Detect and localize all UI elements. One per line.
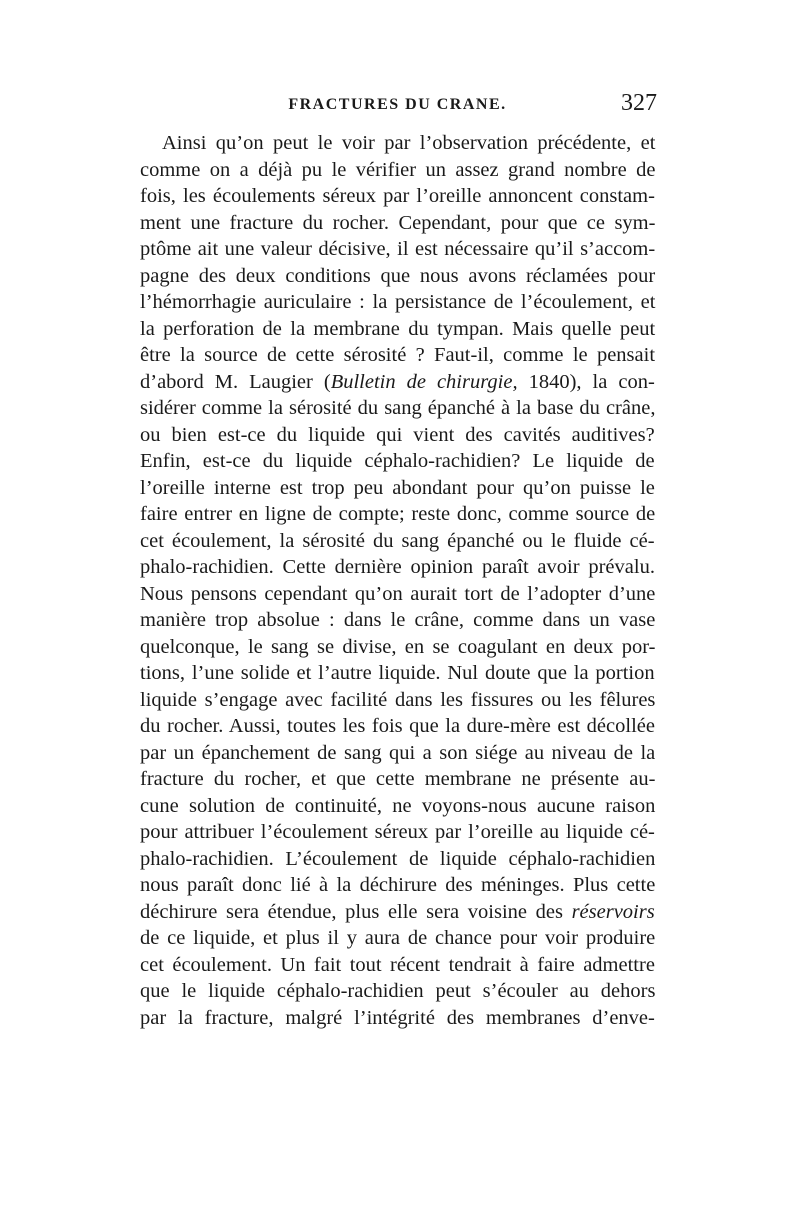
text-line: ou bien est-ce du liquide qui vient des cavités auditives? bbox=[140, 423, 655, 446]
text-line: l’hémorrhagie auriculaire : la persistance de l’écoulement, et bbox=[140, 291, 656, 313]
text-line: comme on a déjà pu le vérifier un assez grand nombre de bbox=[140, 158, 656, 181]
italic-text: Bulletin de chirurgie, bbox=[330, 370, 518, 393]
text-line: par un épanchement de sang qui a son siége au niveau de la bbox=[140, 741, 656, 764]
text-line: par la fracture, malgré l’intégrité des membranes d’enve- bbox=[140, 1006, 655, 1029]
text-line: cune solution de continuité, ne voyons-nous aucune raison bbox=[140, 794, 656, 817]
text-line: la perforation de la membrane du tympan. Mais quelle peut bbox=[140, 317, 656, 340]
text-line: cet écoulement, la sérosité du sang épanché ou le fluide cé- bbox=[140, 529, 655, 552]
text-segment: déchirure sera étendue, plus elle sera voisine des bbox=[140, 900, 572, 923]
running-head bbox=[140, 90, 657, 124]
text-line: Ainsi qu’on peut le voir par l’observation précédente, et bbox=[162, 132, 656, 154]
text-line: l’oreille interne est trop peu abondant pour qu’on puisse le bbox=[140, 476, 655, 499]
text-line: pagne des deux conditions que nous avons réclamées pour bbox=[140, 264, 656, 287]
running-title: FRACTURES DU CRANE. bbox=[288, 96, 507, 113]
text-line: ptôme ait une valeur décisive, il est nécessaire qu’il s’accom- bbox=[140, 238, 656, 260]
text-line: Enfin, est-ce du liquide céphalo-rachidien? Le liquide de bbox=[140, 450, 655, 472]
text-line: que le liquide céphalo-rachidien peut s’écouler au dehors bbox=[140, 980, 656, 1002]
text-line: faire entrer en ligne de compte; reste donc, comme source de bbox=[140, 503, 656, 525]
text-line: fracture du rocher, et que cette membrane ne présente au- bbox=[140, 768, 656, 790]
text-line: phalo-rachidien. Cette dernière opinion paraît avoir prévalu. bbox=[140, 556, 655, 578]
text-line: phalo-rachidien. L’écoulement de liquide céphalo-rachidien bbox=[140, 847, 656, 870]
text-line: fois, les écoulements séreux par l’oreille annoncent constam- bbox=[140, 185, 655, 207]
italic-text: réservoirs bbox=[571, 900, 655, 923]
text-segment: d’abord M. Laugier ( bbox=[140, 370, 331, 393]
text-line bbox=[140, 369, 655, 396]
text-line: manière trop absolue : dans le crâne, comme dans un vase bbox=[140, 609, 656, 631]
body-paragraph bbox=[140, 130, 655, 1031]
text-line: Nous pensons cependant qu’on aurait tort de l’adopter d’une bbox=[140, 582, 656, 605]
text-line: du rocher. Aussi, toutes les fois que la dure-mère est décollée bbox=[140, 715, 655, 737]
text-line: nous paraît donc lié à la déchirure des méninges. Plus cette bbox=[140, 874, 656, 896]
text-line: sidérer comme la sérosité du sang épanché à la base du crâne, bbox=[140, 397, 656, 419]
text-line: quelconque, le sang se divise, en se coagulant en deux por- bbox=[140, 635, 656, 658]
text-segment: 1840), la con- bbox=[517, 370, 655, 393]
text-line: pour attribuer l’écoulement séreux par l’oreille au liquide cé- bbox=[140, 821, 655, 843]
page-number: 327 bbox=[621, 90, 657, 116]
text-line: tions, l’une solide et l’autre liquide. Nul doute que la portion bbox=[140, 662, 655, 684]
text-line: être la source de cette sérosité ? Faut-il, comme le pensait bbox=[140, 344, 656, 366]
text-line: cet écoulement. Un fait tout récent tendrait à faire admettre bbox=[140, 953, 655, 976]
text-line: ment une fracture du rocher. Cependant, pour que ce sym- bbox=[140, 211, 656, 234]
text-line: liquide s’engage avec facilité dans les fissures ou les fêlures bbox=[140, 688, 656, 711]
text-line: de ce liquide, et plus il y aura de chance pour voir produire bbox=[140, 927, 656, 949]
text-line bbox=[140, 899, 655, 926]
